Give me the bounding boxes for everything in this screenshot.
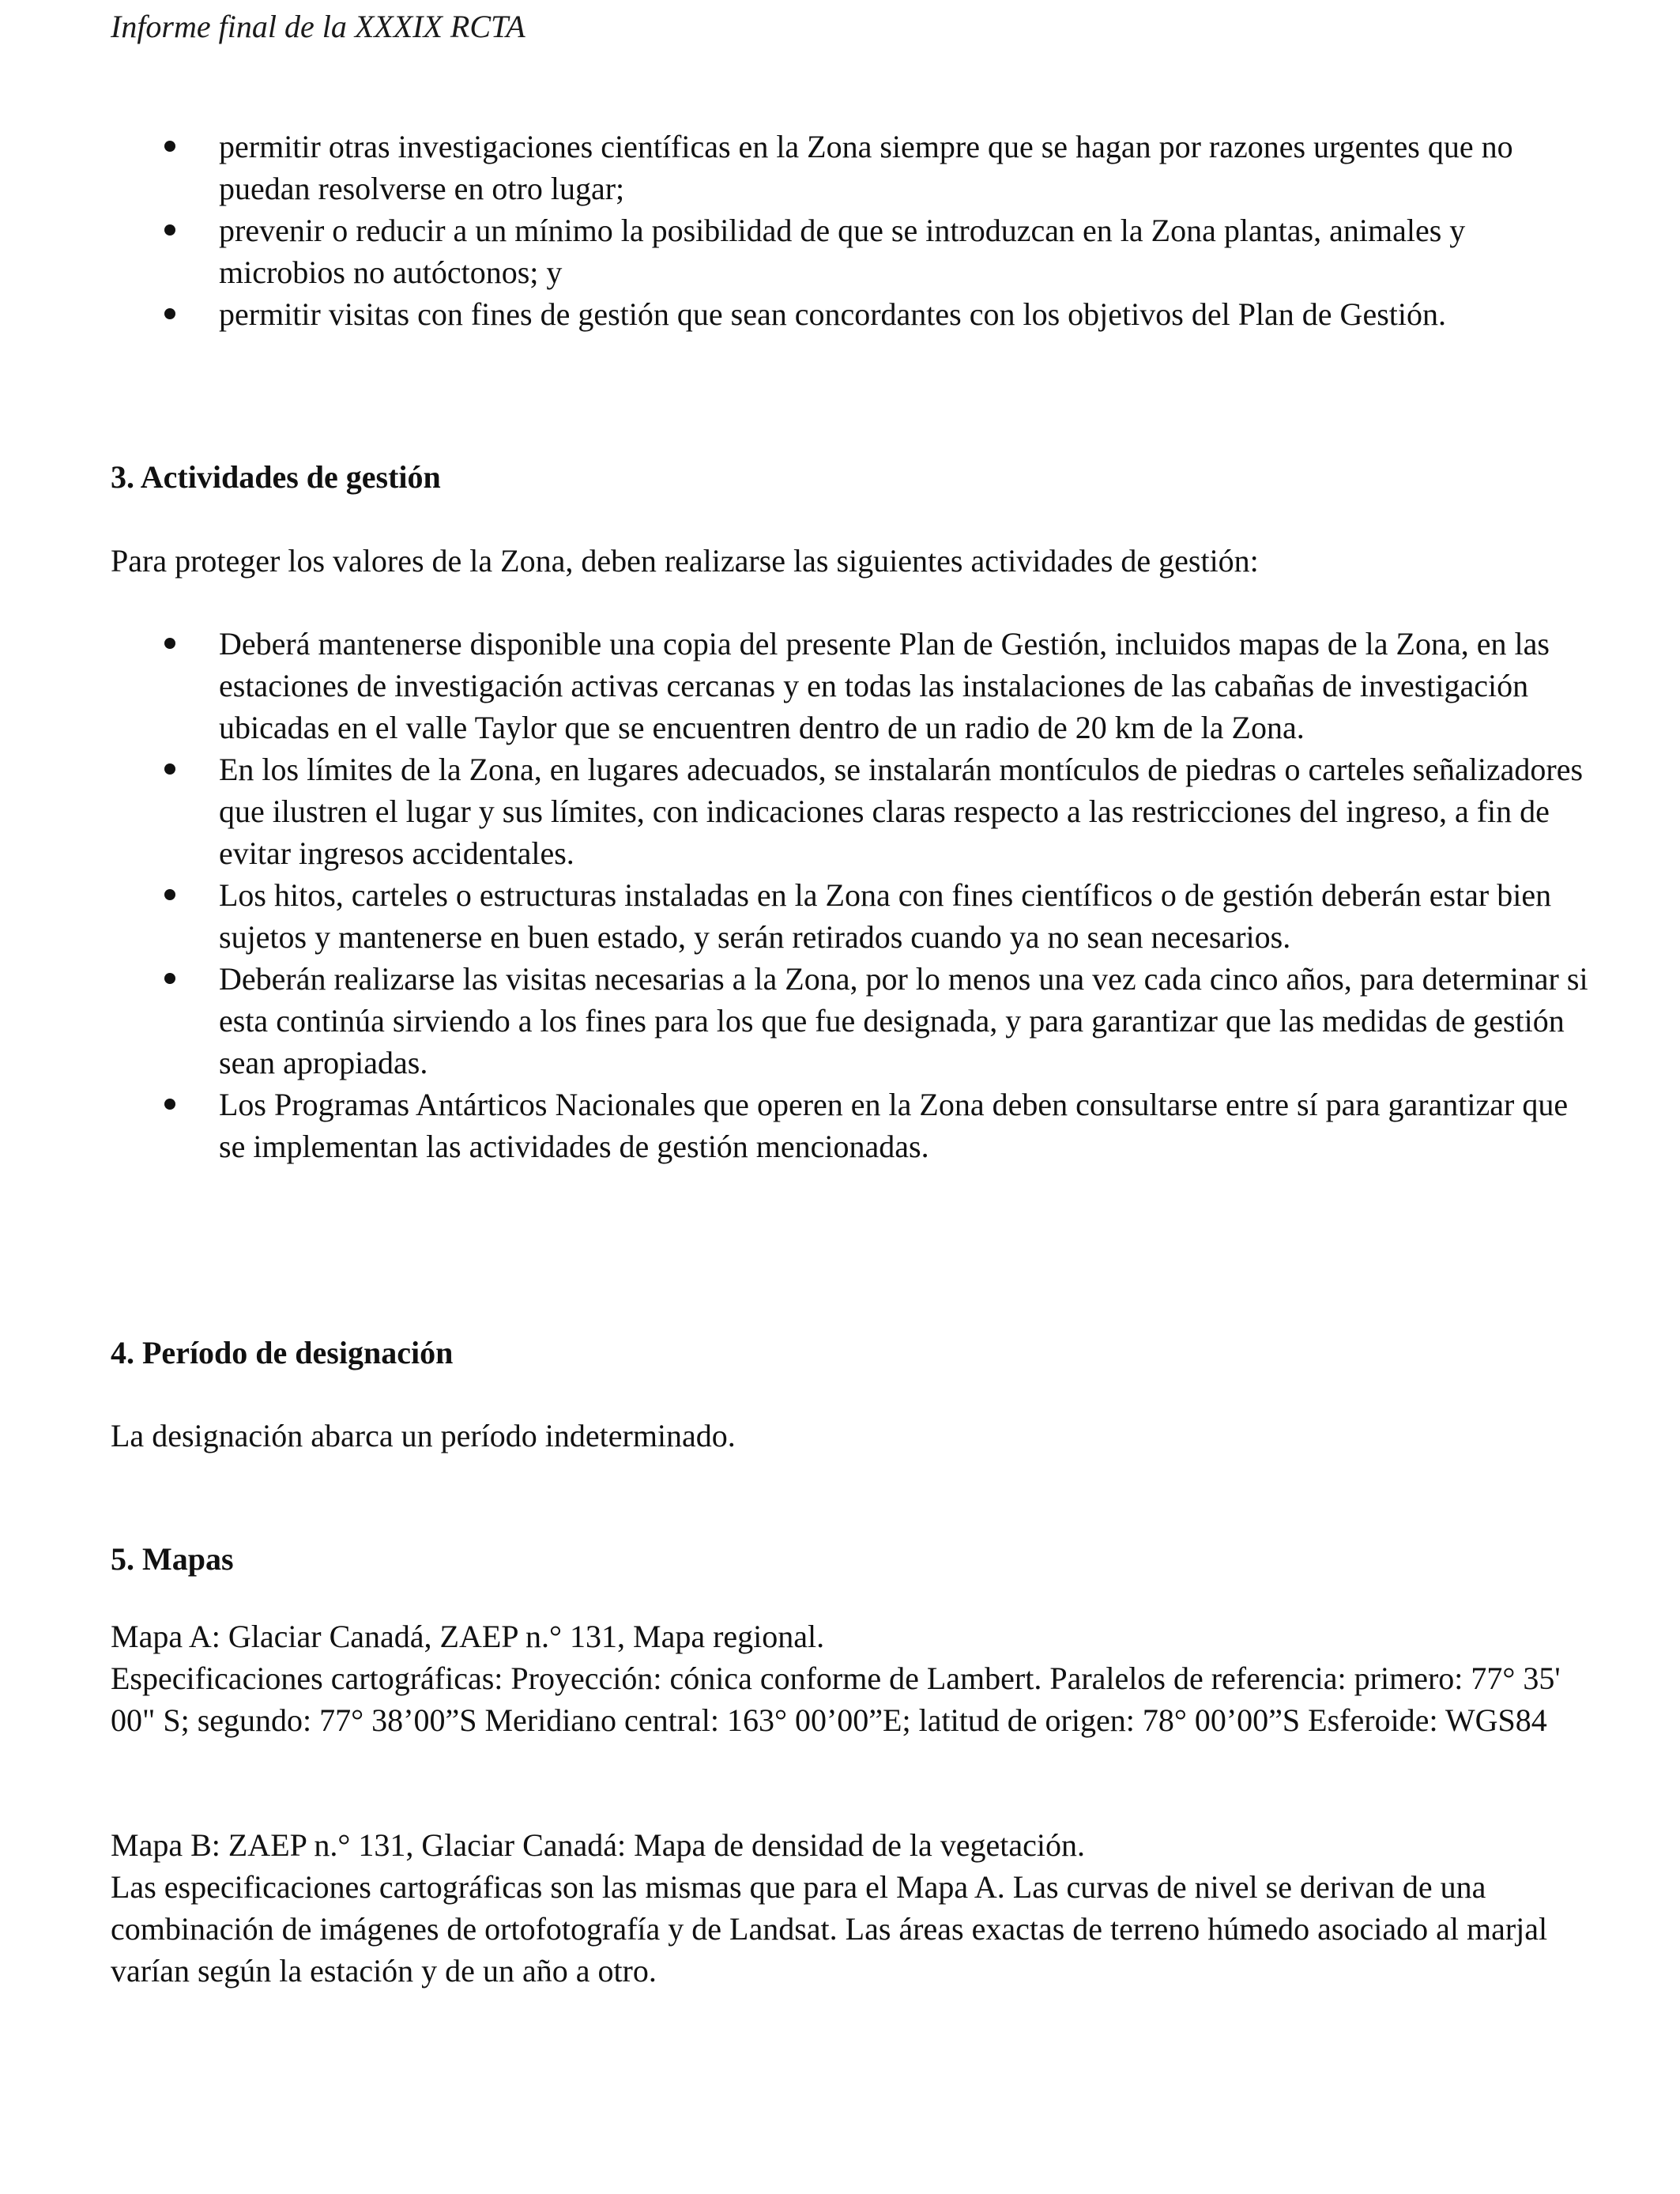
bullet-icon bbox=[164, 973, 175, 984]
list-item-text: Los Programas Antárticos Nacionales que operen en la Zona deben consultarse entre sí para garantizar que se implementan las actividades de gestión mencionadas. bbox=[219, 1087, 1569, 1164]
bullet-icon bbox=[164, 224, 175, 236]
list-item bbox=[111, 1084, 1596, 1167]
list-item bbox=[111, 623, 1596, 748]
list-item bbox=[111, 126, 1596, 209]
map-b-title: Mapa B: ZAEP n.° 131, Glaciar Canadá: Mapa de densidad de la vegetación. bbox=[111, 1827, 1086, 1863]
bullet-icon bbox=[164, 1099, 175, 1110]
map-a-title: Mapa A: Glaciar Canadá, ZAEP n.° 131, Mapa regional. bbox=[111, 1619, 825, 1654]
bullet-icon bbox=[164, 638, 175, 649]
list-item bbox=[111, 874, 1596, 958]
list-item bbox=[111, 748, 1596, 874]
section-intro: Para proteger los valores de la Zona, deben realizarse las siguientes actividades de gestión: bbox=[111, 543, 1259, 579]
section-heading: 5. Mapas bbox=[111, 1541, 234, 1577]
bullet-icon bbox=[164, 141, 175, 152]
list-item bbox=[111, 209, 1596, 293]
bullet-icon bbox=[164, 763, 175, 775]
section-text: La designación abarca un período indeterminado. bbox=[111, 1418, 736, 1453]
list-item-text: Deberán realizarse las visitas necesarias a la Zona, por lo menos una vez cada cinco años, para determinar si esta continúa sirviendo a los fines para los que fue designada, y para garantizar que las medidas de gestión sean apropiadas. bbox=[219, 961, 1588, 1080]
list-item bbox=[111, 958, 1596, 1084]
section-heading: 3. Actividades de gestión bbox=[111, 459, 441, 495]
list-item-text: prevenir o reducir a un mínimo la posibilidad de que se introduzcan en la Zona plantas, animales y microbios no autóctonos; y bbox=[219, 213, 1466, 290]
list-item-text: permitir visitas con fines de gestión que sean concordantes con los objetivos del Plan de Gestión. bbox=[219, 296, 1446, 332]
running-header: Informe final de la XXXIX RCTA bbox=[111, 9, 525, 44]
map-b-specifications: Las especificaciones cartográficas son las mismas que para el Mapa A. Las curvas de nivel se derivan de una combinación de imágenes de ortofotografía y de Landsat. Las áreas exactas de terreno húmedo asociado al marjal varían según la estación y de un año a otro. bbox=[111, 1869, 1548, 1989]
list-item-text: permitir otras investigaciones científicas en la Zona siempre que se hagan por razones urgentes que no puedan resolverse en otro lugar; bbox=[219, 129, 1513, 206]
intro-bullet-list bbox=[111, 126, 1596, 335]
list-item bbox=[111, 293, 1596, 335]
management-bullet-list bbox=[111, 623, 1596, 1167]
map-a-specifications: Especificaciones cartográficas: Proyección: cónica conforme de Lambert. Paralelos de referencia: primero: 77° 35' 00" S; segundo: 77° 38’00”S Meridiano central: 163° 00’00”E; latitud de origen: 78° 00’00”S Esferoide: WGS84 bbox=[111, 1661, 1561, 1738]
list-item-text: Deberá mantenerse disponible una copia del presente Plan de Gestión, incluidos mapas de la Zona, en las estaciones de investigación activas cercanas y en todas las instalaciones de las cabañas de investigación ubicadas en el valle Taylor que se encuentren dentro de un radio de 20 km de la Zona. bbox=[219, 626, 1550, 745]
bullet-icon bbox=[164, 308, 175, 319]
list-item-text: En los límites de la Zona, en lugares adecuados, se instalarán montículos de piedras o carteles señalizadores que ilustren el lugar y sus límites, con indicaciones claras respecto a las restricciones del ingreso, a fin de evitar ingresos accidentales. bbox=[219, 752, 1584, 871]
list-item-text: Los hitos, carteles o estructuras instaladas en la Zona con fines científicos o de gestión deberán estar bien sujetos y mantenerse en buen estado, y serán retirados cuando ya no sean necesarios. bbox=[219, 877, 1552, 955]
bullet-icon bbox=[164, 889, 175, 900]
section-heading: 4. Período de designación bbox=[111, 1335, 454, 1370]
